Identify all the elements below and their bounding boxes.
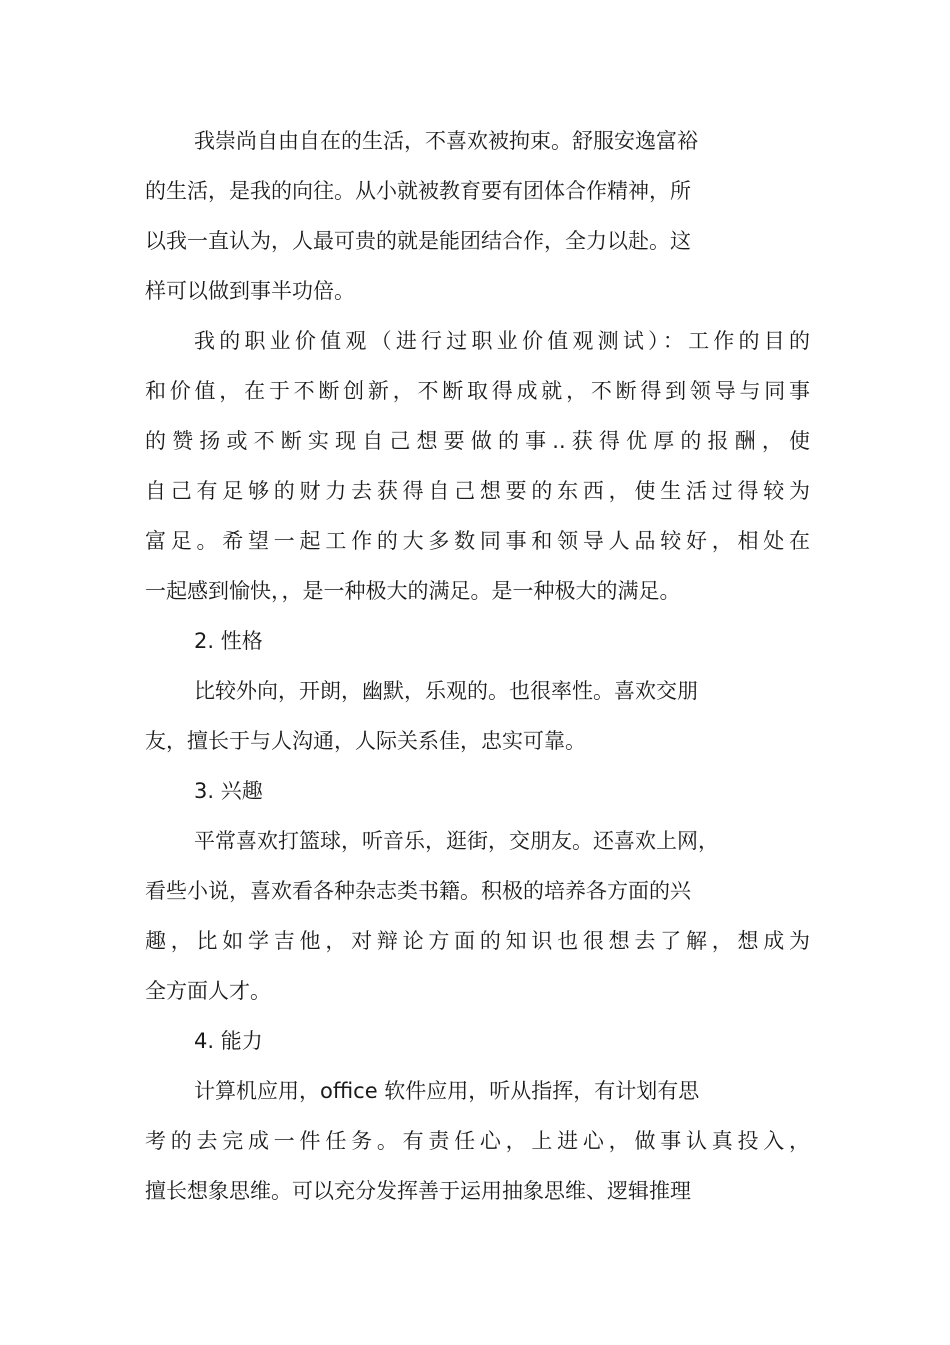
paragraph-line: 的赞扬或不断实现自己想要做的事..获得优厚的报酬，使 [145,429,810,453]
paragraph-line: 比较外向，开朗，幽默，乐观的。也很率性。喜欢交朋 [194,679,698,703]
paragraph-line: 擅长想象思维。可以充分发挥善于运用抽象思维、逻辑推理 [145,1179,691,1203]
paragraph-line: 平常喜欢打篮球，听音乐，逛街，交朋友。还喜欢上网， [194,829,719,853]
paragraph-line: 考的去完成一件任务。有责任心，上进心，做事认真投入， [145,1129,810,1153]
paragraph-line: 我崇尚自由自在的生活，不喜欢被拘束。舒服安逸富裕 [194,129,698,153]
paragraph-line: 样可以做到事半功倍。 [145,279,355,303]
paragraph-line: 全方面人才。 [145,979,271,1003]
paragraph-line: 的生活，是我的向往。从小就被教育要有团体合作精神，所 [145,179,691,203]
paragraph-line: 趣，比如学吉他，对辩论方面的知识也很想去了解，想成为 [145,929,810,953]
section-heading: 4. 能力 [194,1029,263,1053]
paragraph-line: 一起感到愉快，，是一种极大的满足。是一种极大的满足。 [145,579,681,603]
paragraph-line: 看些小说，喜欢看各种杂志类书籍。积极的培养各方面的兴 [145,879,691,903]
paragraph-line: 和价值，在于不断创新，不断取得成就，不断得到领导与同事 [145,379,810,403]
paragraph-line: 友，擅长于与人沟通，人际关系佳，忠实可靠。 [145,729,586,753]
paragraph-line: 我的职业价值观（进行过职业价值观测试）：工作的目的 [194,329,810,353]
paragraph-line: 以我一直认为，人最可贵的就是能团结合作，全力以赴。这 [145,229,691,253]
paragraph-line: 自己有足够的财力去获得自己想要的东西，使生活过得较为 [145,479,810,503]
section-heading: 3. 兴趣 [194,779,263,803]
section-heading: 2. 性格 [194,629,263,653]
paragraph-line: 富足。希望一起工作的大多数同事和领导人品较好，相处在 [145,529,810,553]
paragraph-line: 计算机应用，office 软件应用，听从指挥，有计划有思 [194,1079,700,1103]
